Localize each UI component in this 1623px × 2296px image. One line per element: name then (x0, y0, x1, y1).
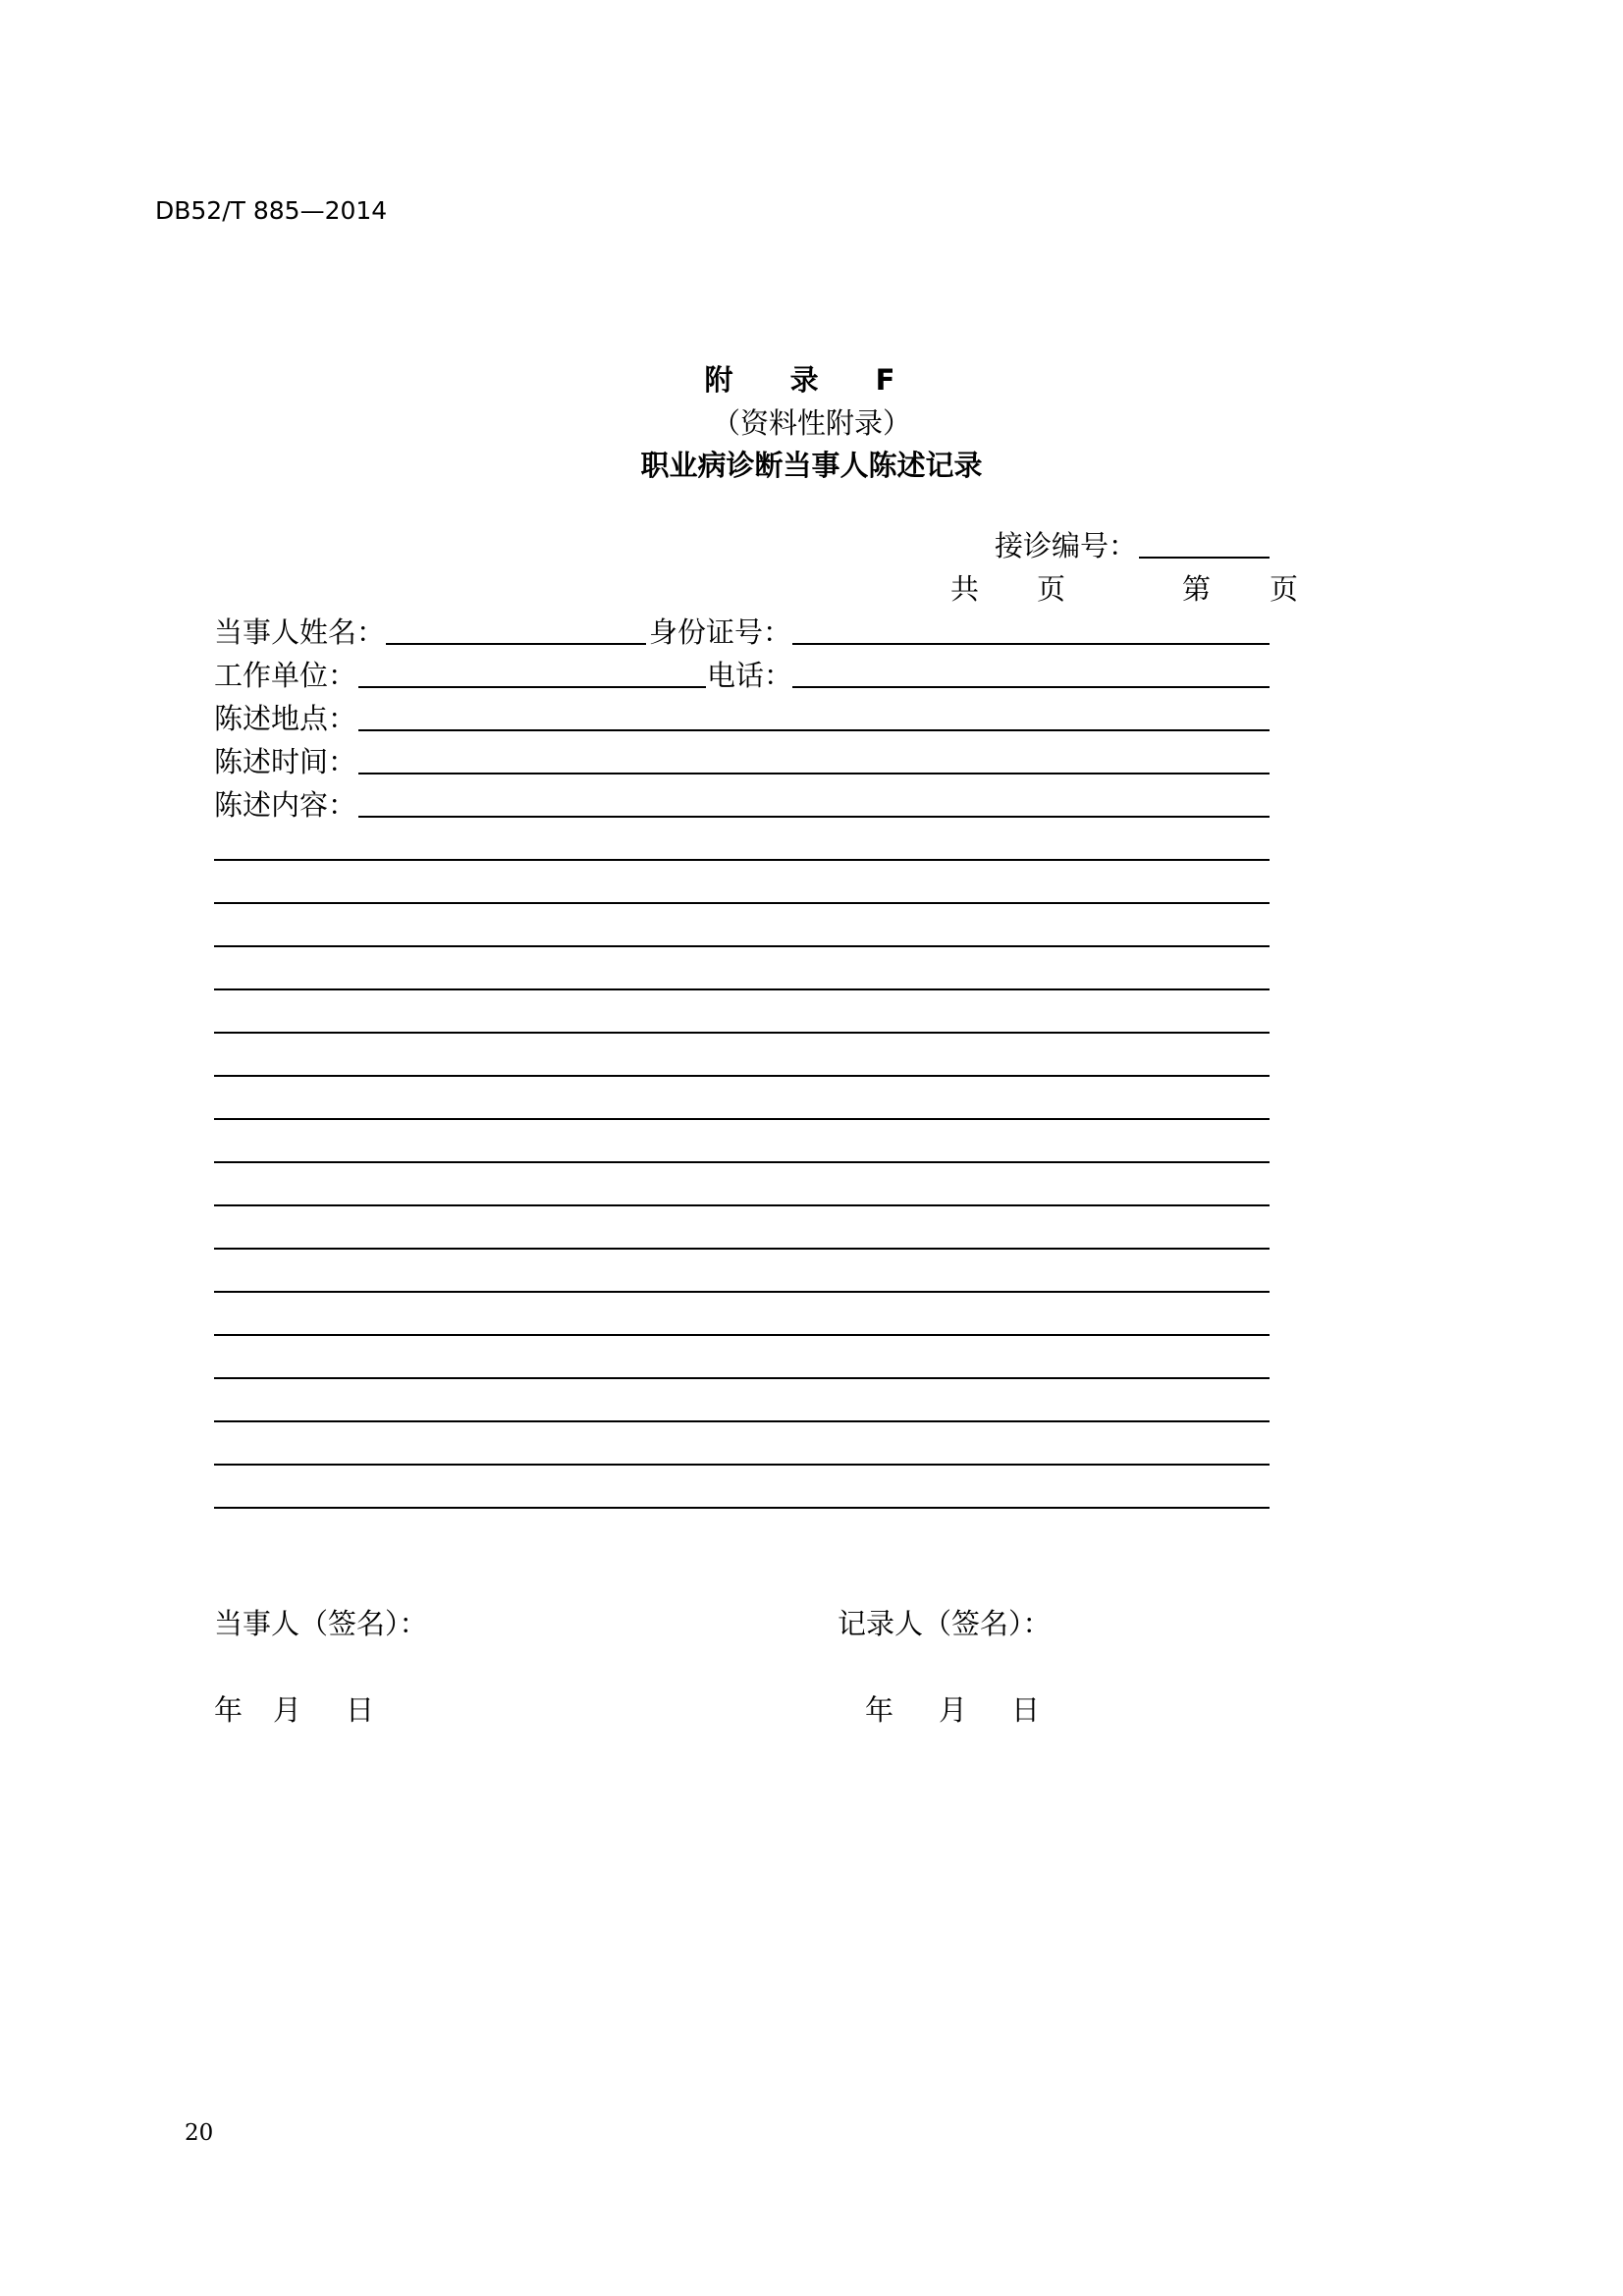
content-line[interactable] (214, 1377, 1270, 1379)
id-number-field[interactable] (792, 643, 1270, 645)
phone-field[interactable] (792, 686, 1270, 688)
content-line[interactable] (214, 1291, 1270, 1293)
party-date-day: 日 (346, 1693, 375, 1727)
content-line[interactable] (214, 1420, 1270, 1422)
employer-field[interactable] (358, 686, 706, 688)
recorder-date-year: 年 (865, 1693, 894, 1727)
standard-code: DB52/T 885—2014 (155, 196, 388, 225)
recorder-signature-label: 记录人（签名）： (838, 1607, 1052, 1640)
nth-label: 第 (1182, 572, 1212, 606)
employer-label: 工作单位： (214, 659, 357, 692)
content-line[interactable] (214, 1464, 1270, 1466)
party-name-field[interactable] (386, 643, 646, 645)
reception-no-label: 接诊编号： (995, 529, 1138, 562)
annex-type: （资料性附录） (711, 406, 911, 440)
content-line[interactable] (214, 1032, 1270, 1034)
form-title: 职业病诊断当事人陈述记录 (640, 449, 983, 482)
page-label: 页 (1037, 572, 1066, 606)
content-label: 陈述内容： (214, 788, 357, 822)
reception-no-field[interactable] (1139, 557, 1270, 559)
page-number: 20 (185, 2120, 214, 2146)
content-line[interactable] (214, 1334, 1270, 1336)
phone-label: 电话： (707, 659, 793, 692)
party-signature-label: 当事人（签名）： (214, 1607, 428, 1640)
content-line[interactable] (214, 859, 1270, 861)
time-label: 陈述时间： (214, 745, 357, 778)
content-line[interactable] (214, 1161, 1270, 1163)
total-label: 共 (950, 572, 980, 606)
time-field[interactable] (358, 773, 1270, 774)
recorder-date-day: 日 (1011, 1693, 1041, 1727)
location-label: 陈述地点： (214, 702, 357, 735)
content-field[interactable] (358, 816, 1270, 818)
content-line[interactable] (214, 1075, 1270, 1077)
content-line[interactable] (214, 1507, 1270, 1509)
party-date-month: 月 (273, 1693, 302, 1727)
annex-heading: 附 录 F (704, 363, 919, 397)
content-line[interactable] (214, 988, 1270, 990)
content-line[interactable] (214, 1204, 1270, 1206)
content-line[interactable] (214, 945, 1270, 947)
content-line[interactable] (214, 1118, 1270, 1120)
page-label-2: 页 (1270, 572, 1299, 606)
content-line[interactable] (214, 1248, 1270, 1250)
location-field[interactable] (358, 729, 1270, 731)
recorder-date-month: 月 (939, 1693, 968, 1727)
party-name-label: 当事人姓名： (214, 615, 386, 649)
party-date-year: 年 (214, 1693, 243, 1727)
id-number-label: 身份证号： (649, 615, 792, 649)
content-line[interactable] (214, 902, 1270, 904)
